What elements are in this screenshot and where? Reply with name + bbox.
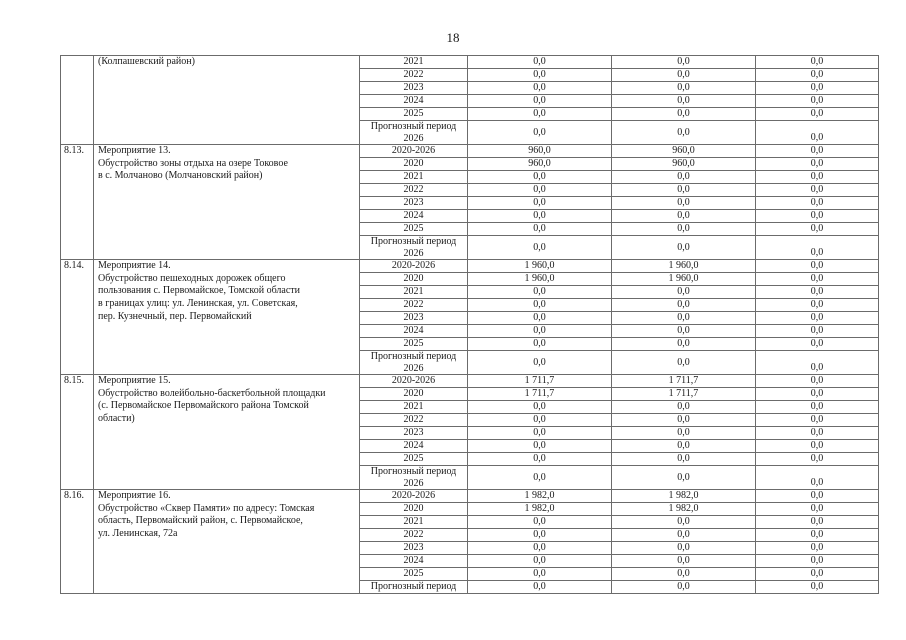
- item-title-line: Обустройство «Сквер Памяти» по адресу: Томская: [98, 502, 315, 514]
- table-row: [61, 145, 879, 158]
- amount-cell: 1 982,0: [612, 490, 756, 503]
- item-number-cell: 8.16.: [61, 490, 94, 594]
- amount-cell: 0,0: [612, 184, 756, 197]
- amount-cell: 0,0: [468, 223, 612, 236]
- period-cell: 2022: [360, 529, 468, 542]
- amount-cell: 0,0: [468, 325, 612, 338]
- amount-cell: 1 960,0: [612, 273, 756, 286]
- amount-cell: 0,0: [612, 427, 756, 440]
- amount-cell: 960,0: [468, 158, 612, 171]
- amount-cell: 0,0: [612, 466, 756, 490]
- budget-table: [60, 55, 879, 594]
- amount-cell: 0,0: [468, 197, 612, 210]
- amount-cell: 0,0: [756, 503, 879, 516]
- amount-cell: 0,0: [756, 338, 879, 351]
- period-cell: Прогнозный период 2026: [360, 351, 468, 375]
- item-title-line: в границах улиц: ул. Ленинская, ул. Советская,: [98, 298, 298, 310]
- item-title-line: пользования с. Первомайское, Томской области: [98, 285, 301, 297]
- amount-cell: 0,0: [756, 466, 879, 490]
- amount-cell: 0,0: [468, 171, 612, 184]
- amount-cell: 960,0: [612, 158, 756, 171]
- amount-cell: 0,0: [468, 95, 612, 108]
- amount-cell: 0,0: [612, 581, 756, 594]
- amount-cell: 0,0: [756, 286, 879, 299]
- period-cell: Прогнозный период: [360, 581, 468, 594]
- amount-cell: 0,0: [612, 223, 756, 236]
- item-title-line: Мероприятие 13.: [98, 145, 171, 156]
- amount-cell: 0,0: [468, 121, 612, 145]
- period-cell: 2024: [360, 555, 468, 568]
- amount-cell: 0,0: [756, 351, 879, 375]
- period-cell: 2022: [360, 184, 468, 197]
- amount-cell: 0,0: [612, 351, 756, 375]
- amount-cell: 0,0: [468, 581, 612, 594]
- amount-cell: 0,0: [612, 568, 756, 581]
- amount-cell: 0,0: [756, 299, 879, 312]
- amount-cell: 0,0: [756, 223, 879, 236]
- amount-cell: 0,0: [756, 197, 879, 210]
- item-number-cell: 8.14.: [61, 260, 94, 375]
- period-cell: 2021: [360, 286, 468, 299]
- period-cell: 2025: [360, 223, 468, 236]
- item-number-cell: 8.13.: [61, 145, 94, 260]
- amount-cell: 0,0: [612, 338, 756, 351]
- amount-cell: 0,0: [468, 184, 612, 197]
- amount-cell: 0,0: [756, 273, 879, 286]
- period-cell: 2024: [360, 325, 468, 338]
- item-title-line: ул. Ленинская, 72а: [98, 528, 178, 540]
- period-cell: 2023: [360, 312, 468, 325]
- period-cell: 2025: [360, 108, 468, 121]
- table-row: [61, 490, 879, 503]
- item-title-cell: [94, 260, 360, 375]
- amount-cell: 1 960,0: [468, 260, 612, 273]
- amount-cell: 0,0: [756, 440, 879, 453]
- period-cell: 2023: [360, 82, 468, 95]
- amount-cell: 1 982,0: [468, 503, 612, 516]
- amount-cell: 0,0: [468, 401, 612, 414]
- amount-cell: 0,0: [756, 158, 879, 171]
- period-cell: 2020-2026: [360, 145, 468, 158]
- period-cell: Прогнозный период 2026: [360, 236, 468, 260]
- period-cell: 2023: [360, 542, 468, 555]
- period-cell: 2023: [360, 427, 468, 440]
- period-cell: 2020-2026: [360, 375, 468, 388]
- amount-cell: 0,0: [468, 440, 612, 453]
- amount-cell: 0,0: [468, 82, 612, 95]
- amount-cell: 0,0: [612, 171, 756, 184]
- item-title-line: Обустройство пешеходных дорожек общего: [98, 272, 286, 284]
- item-title-line: Мероприятие 14.: [98, 260, 171, 271]
- period-cell: 2025: [360, 338, 468, 351]
- period-cell: 2021: [360, 516, 468, 529]
- amount-cell: 0,0: [468, 427, 612, 440]
- item-title-line: Обустройство зоны отдыха на озере Токовое: [98, 157, 288, 169]
- item-number-cell: 8.15.: [61, 375, 94, 490]
- amount-cell: 0,0: [468, 312, 612, 325]
- amount-cell: 0,0: [612, 299, 756, 312]
- amount-cell: 0,0: [756, 490, 879, 503]
- period-cell: 2022: [360, 69, 468, 82]
- item-title-line: в с. Молчаново (Молчановский район): [98, 170, 263, 182]
- item-title-line: пер. Кузнечный, пер. Первомайский: [98, 310, 252, 322]
- period-cell: 2020: [360, 388, 468, 401]
- amount-cell: 0,0: [468, 299, 612, 312]
- amount-cell: 0,0: [612, 82, 756, 95]
- item-title-line: Обустройство волейбольно-баскетбольной площадки: [98, 387, 326, 399]
- amount-cell: 0,0: [612, 121, 756, 145]
- period-cell: 2020-2026: [360, 490, 468, 503]
- amount-cell: 0,0: [468, 414, 612, 427]
- amount-cell: 0,0: [612, 414, 756, 427]
- amount-cell: 0,0: [468, 351, 612, 375]
- amount-cell: 1 711,7: [612, 388, 756, 401]
- item-title-cell: [94, 56, 360, 145]
- amount-cell: 0,0: [756, 69, 879, 82]
- amount-cell: 0,0: [612, 108, 756, 121]
- period-cell: 2022: [360, 414, 468, 427]
- amount-cell: 0,0: [756, 95, 879, 108]
- item-title-line: Мероприятие 15.: [98, 375, 171, 386]
- amount-cell: 0,0: [756, 145, 879, 158]
- period-cell: 2024: [360, 210, 468, 223]
- amount-cell: 0,0: [756, 375, 879, 388]
- item-title-line: область, Первомайский район, с. Первомайское,: [98, 515, 303, 527]
- item-title-line: (с. Первомайское Первомайского района Томской: [98, 400, 309, 412]
- amount-cell: 0,0: [468, 542, 612, 555]
- period-cell: 2025: [360, 568, 468, 581]
- table-body: [61, 56, 879, 594]
- amount-cell: 0,0: [756, 260, 879, 273]
- period-cell: 2023: [360, 197, 468, 210]
- period-cell: 2024: [360, 95, 468, 108]
- table-row: [61, 56, 879, 69]
- amount-cell: 0,0: [756, 529, 879, 542]
- amount-cell: 0,0: [468, 338, 612, 351]
- period-cell: 2021: [360, 171, 468, 184]
- amount-cell: 1 711,7: [468, 388, 612, 401]
- amount-cell: 0,0: [612, 440, 756, 453]
- period-cell: 2020-2026: [360, 260, 468, 273]
- amount-cell: 0,0: [612, 453, 756, 466]
- amount-cell: 1 960,0: [468, 273, 612, 286]
- amount-cell: 0,0: [756, 108, 879, 121]
- amount-cell: 0,0: [756, 555, 879, 568]
- amount-cell: 0,0: [756, 312, 879, 325]
- amount-cell: 1 960,0: [612, 260, 756, 273]
- amount-cell: 0,0: [612, 529, 756, 542]
- amount-cell: 0,0: [612, 542, 756, 555]
- item-title-cell: [94, 490, 360, 594]
- period-cell: 2020: [360, 273, 468, 286]
- amount-cell: 0,0: [612, 286, 756, 299]
- amount-cell: 0,0: [756, 325, 879, 338]
- amount-cell: 0,0: [468, 108, 612, 121]
- amount-cell: 0,0: [612, 555, 756, 568]
- amount-cell: 0,0: [756, 388, 879, 401]
- amount-cell: 1 982,0: [468, 490, 612, 503]
- amount-cell: 0,0: [612, 516, 756, 529]
- period-cell: 2025: [360, 453, 468, 466]
- period-cell: 2021: [360, 56, 468, 69]
- item-title-line: Мероприятие 16.: [98, 490, 171, 501]
- amount-cell: 0,0: [468, 210, 612, 223]
- amount-cell: 0,0: [468, 555, 612, 568]
- amount-cell: 0,0: [756, 121, 879, 145]
- period-cell: Прогнозный период 2026: [360, 121, 468, 145]
- amount-cell: 0,0: [756, 516, 879, 529]
- item-title-line: (Колпашевский район): [98, 56, 195, 67]
- amount-cell: 0,0: [756, 568, 879, 581]
- amount-cell: 0,0: [468, 516, 612, 529]
- amount-cell: 0,0: [612, 312, 756, 325]
- amount-cell: 0,0: [756, 453, 879, 466]
- period-cell: 2022: [360, 299, 468, 312]
- amount-cell: 0,0: [612, 197, 756, 210]
- amount-cell: 0,0: [468, 529, 612, 542]
- amount-cell: 0,0: [756, 82, 879, 95]
- period-cell: 2020: [360, 158, 468, 171]
- amount-cell: 1 711,7: [612, 375, 756, 388]
- amount-cell: 0,0: [756, 184, 879, 197]
- amount-cell: 1 711,7: [468, 375, 612, 388]
- amount-cell: 0,0: [612, 401, 756, 414]
- item-title-cell: [94, 375, 360, 490]
- page-number: 18: [446, 30, 460, 45]
- item-number-cell: [61, 56, 94, 145]
- amount-cell: 0,0: [612, 69, 756, 82]
- amount-cell: 0,0: [756, 236, 879, 260]
- item-title-line: области): [98, 413, 135, 425]
- amount-cell: 960,0: [612, 145, 756, 158]
- amount-cell: 960,0: [468, 145, 612, 158]
- amount-cell: 0,0: [468, 466, 612, 490]
- amount-cell: 0,0: [612, 325, 756, 338]
- amount-cell: 0,0: [612, 56, 756, 69]
- amount-cell: 0,0: [756, 171, 879, 184]
- period-cell: 2021: [360, 401, 468, 414]
- table-row: [61, 260, 879, 273]
- table-row: [61, 375, 879, 388]
- amount-cell: 0,0: [612, 236, 756, 260]
- amount-cell: 0,0: [468, 286, 612, 299]
- amount-cell: 0,0: [756, 414, 879, 427]
- amount-cell: 0,0: [756, 210, 879, 223]
- amount-cell: 0,0: [612, 95, 756, 108]
- amount-cell: 0,0: [468, 56, 612, 69]
- period-cell: 2020: [360, 503, 468, 516]
- amount-cell: 0,0: [756, 427, 879, 440]
- amount-cell: 0,0: [756, 542, 879, 555]
- amount-cell: 0,0: [468, 568, 612, 581]
- period-cell: Прогнозный период 2026: [360, 466, 468, 490]
- amount-cell: 0,0: [756, 581, 879, 594]
- amount-cell: 0,0: [468, 236, 612, 260]
- amount-cell: 0,0: [468, 453, 612, 466]
- period-cell: 2024: [360, 440, 468, 453]
- amount-cell: 1 982,0: [612, 503, 756, 516]
- amount-cell: 0,0: [468, 69, 612, 82]
- amount-cell: 0,0: [756, 401, 879, 414]
- amount-cell: 0,0: [612, 210, 756, 223]
- amount-cell: 0,0: [756, 56, 879, 69]
- item-title-cell: [94, 145, 360, 260]
